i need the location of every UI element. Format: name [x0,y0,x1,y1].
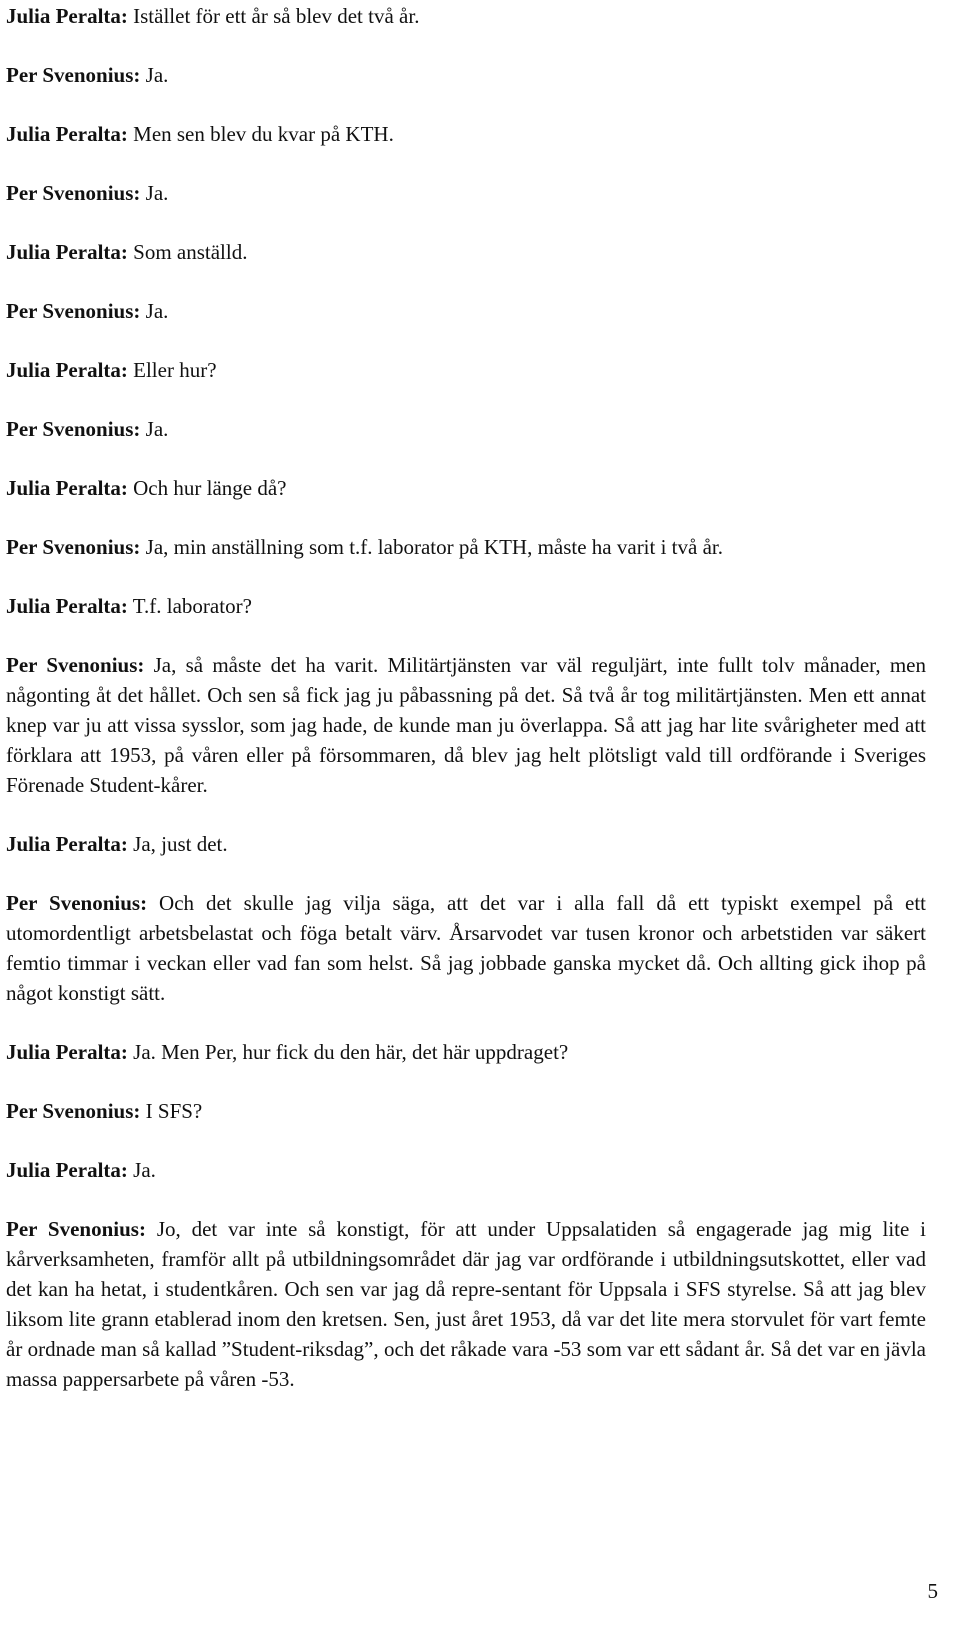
transcript-turn [6,1155,926,1185]
transcript-turn [6,119,926,149]
utterance-text: Ja. [133,1158,156,1182]
transcript-turn [6,414,926,444]
utterance-text: Som anställd. [133,240,248,264]
transcript-turn [6,1,926,31]
utterance-text: Ja. [145,63,169,87]
transcript-turn [6,650,926,800]
utterance-text: Men sen blev du kvar på KTH. [133,122,394,146]
transcript-turn [6,473,926,503]
transcript-turn [6,1037,926,1067]
speaker-name: Per Svenonius: [6,181,141,205]
utterance-text: I SFS? [145,1099,203,1123]
utterance-text: Jo, det var inte så konstigt, för att under Uppsalatiden så engagerade jag mig lite i kårverksamheten, framför allt på utbildningsområdet där jag var ordförande i utbildningsutskottet, eller vad det kan ha hetat, i studentkåren. Och sen var jag då repre-sentant för Uppsala i SFS styrelse. Så att jag blev liksom lite grann etablerad inom den kretsen. Sen, just året 1953, då var det lite mera storvulet för vart femte år ordnade man så kallad ”Student-riksdag”, och det råkade vara -53 som var ett sådant år. Så det var en jävla massa pappersarbete på våren -53. [6,1217,927,1391]
speaker-name: Julia Peralta: [6,122,128,146]
speaker-name: Per Svenonius: [6,299,141,323]
transcript-turn [6,1096,926,1126]
utterance-text: Och hur länge då? [133,476,287,500]
transcript-page [6,0,926,1394]
page-number: 5 [927,1579,938,1603]
speaker-name: Per Svenonius: [6,417,141,441]
speaker-name: Julia Peralta: [6,1158,128,1182]
speaker-name: Julia Peralta: [6,594,128,618]
utterance-text: Ja. [145,417,169,441]
speaker-name: Julia Peralta: [6,476,128,500]
utterance-text: Istället för ett år så blev det två år. [133,4,420,28]
speaker-name: Julia Peralta: [6,4,128,28]
transcript-turn [6,591,926,621]
transcript-turn [6,532,926,562]
transcript-turn [6,178,926,208]
speaker-name: Per Svenonius: [6,63,141,87]
utterance-text: Och det skulle jag vilja säga, att det var i alla fall då ett typiskt exempel på ett utomordentligt arbetsbelastat och föga betalt värv. Årsarvodet var tusen kronor och arbetstiden var säkert femtio timmar i veckan eller vad fan som helst. Så jag jobbade ganska mycket då. Och allting gick ihop på något konstigt sätt. [6,891,926,1005]
speaker-name: Per Svenonius: [6,1099,141,1123]
speaker-name: Julia Peralta: [6,358,128,382]
speaker-name: Per Svenonius: [6,535,141,559]
transcript-turn [6,237,926,267]
speaker-name: Julia Peralta: [6,832,128,856]
utterance-text: Ja. [145,181,169,205]
utterance-text: Ja. [145,299,169,323]
utterance-text: Ja, just det. [133,832,228,856]
utterance-text: Eller hur? [133,358,217,382]
speaker-name: Per Svenonius: [6,891,148,915]
utterance-text: Ja, så måste det ha varit. Militärtjänsten var väl reguljärt, inte fullt tolv månader, men någonting åt det hållet. Och sen så fick jag ju påbassning på det. Så två år tog militärtjänsten. Men ett annat knep var ju att vissa sysslor, som jag hade, de kunde man ju överlappa. Så att jag har lite svårigheter med att förklara att 1953, på våren eller på försommaren, då blev jag helt plötsligt vald till ordförande i Sveriges Förenade Student-kårer. [6,653,926,797]
transcript-turn [6,355,926,385]
speaker-name: Julia Peralta: [6,240,128,264]
speaker-name: Per Svenonius: [6,653,145,677]
speaker-name: Julia Peralta: [6,1040,128,1064]
speaker-name: Per Svenonius: [6,1217,146,1241]
transcript-turn [6,888,926,1008]
transcript-turn [6,296,926,326]
transcript-turn [6,829,926,859]
transcript-turn [6,60,926,90]
utterance-text: Ja, min anställning som t.f. laborator på KTH, måste ha varit i två år. [145,535,723,559]
utterance-text: T.f. laborator? [132,594,252,618]
utterance-text: Ja. Men Per, hur fick du den här, det här uppdraget? [133,1040,569,1064]
transcript-turn [6,1214,926,1394]
